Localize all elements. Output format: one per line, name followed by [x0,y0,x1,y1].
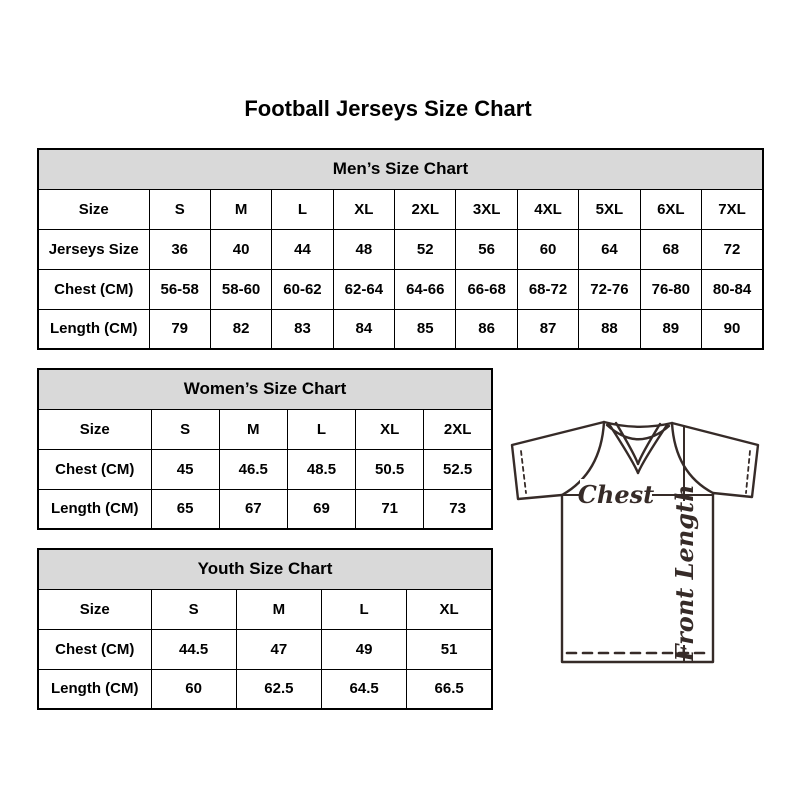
row-label: Size [38,409,151,449]
row-label: Chest (CM) [38,449,151,489]
front-length-label: Front Length [670,484,699,662]
value-cell: 64.5 [322,669,407,709]
value-cell: L [272,189,333,229]
value-cell: M [219,409,287,449]
row-label: Length (CM) [38,489,151,529]
value-cell: 69 [287,489,355,529]
value-cell: 49 [322,629,407,669]
row-label: Length (CM) [38,309,149,349]
value-cell: 66.5 [407,669,492,709]
value-cell: 89 [640,309,701,349]
value-cell: 56 [456,229,517,269]
value-cell: 36 [149,229,210,269]
value-cell: L [287,409,355,449]
value-cell: 56-58 [149,269,210,309]
row-label: Jerseys Size [38,229,149,269]
value-cell: 64-66 [395,269,456,309]
youth-size-table [37,548,493,708]
value-cell: XL [407,589,492,629]
row-label: Chest (CM) [38,629,151,669]
value-cell: 48 [333,229,394,269]
row-label: Length (CM) [38,669,151,709]
value-cell: S [151,589,236,629]
value-cell: 62-64 [333,269,394,309]
value-cell: 72-76 [579,269,640,309]
value-cell: 68 [640,229,701,269]
value-cell: 44 [272,229,333,269]
page-title: Football Jerseys Size Chart [244,96,532,121]
value-cell: M [210,189,271,229]
chest-label: Chest [577,480,655,509]
value-cell: XL [333,189,394,229]
value-cell: 71 [356,489,424,529]
size-table [37,368,493,530]
value-cell: 2XL [395,189,456,229]
value-cell: 60-62 [272,269,333,309]
value-cell: 52.5 [424,449,492,489]
value-cell: 85 [395,309,456,349]
value-cell: 82 [210,309,271,349]
value-cell: 60 [151,669,236,709]
value-cell: 64 [579,229,640,269]
row-label: Size [38,189,149,229]
value-cell: 90 [702,309,763,349]
value-cell: 47 [236,629,321,669]
value-cell: 80-84 [702,269,763,309]
value-cell: 44.5 [151,629,236,669]
jersey-outline [512,422,758,662]
table-title: Women’s Size Chart [38,369,492,409]
value-cell: 2XL [424,409,492,449]
value-cell: 72 [702,229,763,269]
value-cell: 86 [456,309,517,349]
row-label: Size [38,589,151,629]
table-title: Youth Size Chart [38,549,492,589]
value-cell: 3XL [456,189,517,229]
value-cell: 46.5 [219,449,287,489]
value-cell: 48.5 [287,449,355,489]
value-cell: 76-80 [640,269,701,309]
value-cell: 58-60 [210,269,271,309]
womens-size-table [37,368,493,528]
value-cell: 68-72 [517,269,578,309]
value-cell: 84 [333,309,394,349]
row-label: Chest (CM) [38,269,149,309]
table-title: Men’s Size Chart [38,149,763,189]
value-cell: L [322,589,407,629]
value-cell: M [236,589,321,629]
value-cell: 65 [151,489,219,529]
value-cell: 87 [517,309,578,349]
jersey-measurement-diagram [500,403,780,673]
value-cell: 6XL [640,189,701,229]
value-cell: 4XL [517,189,578,229]
value-cell: 62.5 [236,669,321,709]
value-cell: 83 [272,309,333,349]
value-cell: 7XL [702,189,763,229]
size-table [37,148,764,350]
mens-size-table [37,148,764,348]
size-table [37,548,493,710]
value-cell: 52 [395,229,456,269]
value-cell: 73 [424,489,492,529]
value-cell: 66-68 [456,269,517,309]
value-cell: 67 [219,489,287,529]
value-cell: S [151,409,219,449]
value-cell: 51 [407,629,492,669]
value-cell: 79 [149,309,210,349]
value-cell: 5XL [579,189,640,229]
value-cell: S [149,189,210,229]
value-cell: 45 [151,449,219,489]
value-cell: 60 [517,229,578,269]
value-cell: 50.5 [356,449,424,489]
value-cell: 88 [579,309,640,349]
value-cell: 40 [210,229,271,269]
value-cell: XL [356,409,424,449]
